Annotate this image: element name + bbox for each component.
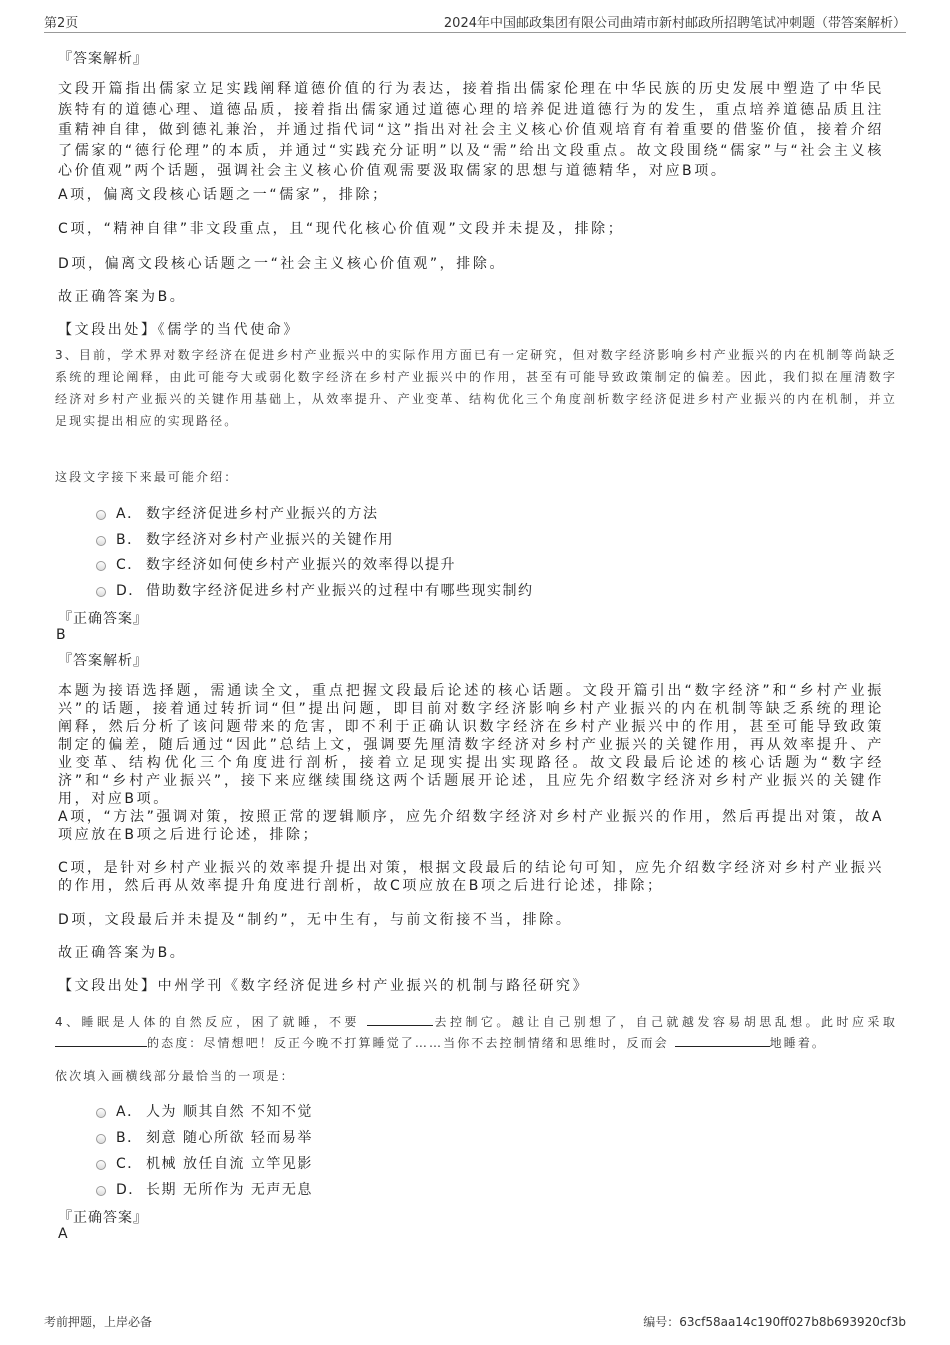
blank-1 xyxy=(367,1013,433,1026)
option-d[interactable]: D． 长期 无所作为 无声无息 xyxy=(96,1179,313,1199)
source: 【文段出处】中州学刊《数字经济促进乡村产业振兴的机制与路径研究》 xyxy=(58,978,590,994)
radio-icon[interactable] xyxy=(96,510,106,520)
option-d[interactable]: D． 借助数字经济促进乡村产业振兴的过程中有哪些现实制约 xyxy=(96,580,534,600)
option-d-note: D项，偏离文段核心话题之一“社会主义核心价值观”，排除。 xyxy=(58,256,507,272)
radio-icon[interactable] xyxy=(96,561,106,571)
question-4-stem: 4、睡眠是人体的自然反应，困了就睡，不要 去控制它。越让自己别想了，自己就越发容易胡思乱想。此时应采取 的态度：尽情想吧！反正今晚不打算睡觉了……当你不去控制情绪和思维时，反而会 地睡着。 xyxy=(55,1015,897,1050)
radio-icon[interactable] xyxy=(96,536,106,546)
question-3-stem: 3、目前，学术界对数字经济在促进乡村产业振兴中的实际作用方面已有一定研究，但对数字经济影响乡村产业振兴的内在机制等尚缺乏系统的理论阐释，由此可能夸大或弱化数字经济在乡村产业振兴中的作用，甚至有可能导致政策制定的偏差。因此，我们拟在厘清数字经济对乡村产业振兴的关键作用基础上，从效率提升、产业变革、结构优化三个角度剖析数字经济促进乡村产业振兴的内在机制，并立足现实提出相应的实现路径。 xyxy=(55,348,897,428)
blank-2 xyxy=(55,1034,147,1047)
radio-icon[interactable] xyxy=(96,1134,106,1144)
header-divider xyxy=(44,32,906,33)
correct-answer-label: 『正确答案』 xyxy=(58,1210,148,1226)
option-a[interactable]: A． 人为 顺其自然 不知不觉 xyxy=(96,1101,313,1121)
question-4-prompt: 依次填入画横线部分最恰当的一项是： xyxy=(55,1069,295,1083)
option-b[interactable]: B． 刻意 随心所欲 轻而易举 xyxy=(96,1127,313,1147)
radio-icon[interactable] xyxy=(96,587,106,597)
conclusion: 故正确答案为B。 xyxy=(58,289,187,305)
option-d-note: D项，文段最后并未提及“制约”，无中生有，与前文衔接不当，排除。 xyxy=(58,912,573,928)
document-id: 编号：63cf58aa14c190ff027b8b693920cf3b xyxy=(643,1315,906,1329)
radio-icon[interactable] xyxy=(96,1108,106,1118)
option-a-note: A项，偏离文段核心话题之一“儒家”，排除； xyxy=(58,187,389,203)
option-c[interactable]: C． 数字经济如何使乡村产业振兴的效率得以提升 xyxy=(96,554,456,574)
option-b[interactable]: B． 数字经济对乡村产业振兴的关键作用 xyxy=(96,529,394,549)
source: 【文段出处】《儒学的当代使命》 xyxy=(58,322,300,338)
option-a-note: A项，“方法”强调对策，按照正常的逻辑顺序，应先介绍数字经济对乡村产业振兴的作用，然后再提出对策，故A项应放在B项之后进行论述，排除； xyxy=(58,809,884,843)
correct-answer-label: 『正确答案』 xyxy=(58,611,148,627)
analysis-text: 文段开篇指出儒家立足实践阐释道德价值的行为表达，接着指出儒家伦理在中华民族的历史发展中塑造了中华民族特有的道德心理、道德品质，接着指出儒家通过道德心理的培养促进道德行为的发生，重点培养道德品质且注重精神自律，做到德礼兼治，并通过指代词“这”指出对社会主义核心价值观培育有着重要的借鉴价值，接着介绍了儒家的“德行伦理”的本质，并通过“实践充分证明”以及“需”给出文段重点。故文段围绕“儒家”与“社会主义核心价值观”两个话题，强调社会主义核心价值观需要汲取儒家的思想与道德精华，对应B项。 xyxy=(58,81,884,179)
correct-answer: A xyxy=(58,1226,69,1242)
analysis-text: 本题为接语选择题，需通读全文，重点把握文段最后论述的核心话题。文段开篇引出“数字经济”和“乡村产业振兴”的话题，接着通过转折词“但”提出问题，即目前对数字经济影响乡村产业振兴的内在机制等缺乏系统的理论阐释，然后分析了该问题带来的危害，即不利于正确认识数字经济在乡村产业振兴中的作用，甚至可能导致政策制定的偏差，随后通过“因此”总结上文，强调要先厘清数字经济对乡村产业振兴的关键作用，再从效率提升、产业变革、结构优化三个角度进行剖析，接着立足现实提出实现路径。故文段最后论述的核心话题为“数字经济”和“乡村产业振兴”，接下来应继续围绕这两个话题展开论述，且应先介绍数字经济对乡村产业振兴的关键作用，对应B项。 xyxy=(58,683,884,807)
radio-icon[interactable] xyxy=(96,1160,106,1170)
document-title: 2024年中国邮政集团有限公司曲靖市新村邮政所招聘笔试冲刺题（带答案解析） xyxy=(443,16,906,31)
option-c[interactable]: C． 机械 放任自流 立竿见影 xyxy=(96,1153,313,1173)
option-c-note: C项，“精神自律”非文段重点，且“现代化核心价值观”文段并未提及，排除； xyxy=(58,221,625,237)
radio-icon[interactable] xyxy=(96,1186,106,1196)
correct-answer: B xyxy=(56,627,67,643)
option-a[interactable]: A． 数字经济促进乡村产业振兴的方法 xyxy=(96,503,379,523)
footer-slogan: 考前押题，上岸必备 xyxy=(44,1315,153,1329)
analysis-label: 『答案解析』 xyxy=(58,51,148,67)
conclusion: 故正确答案为B。 xyxy=(58,945,187,961)
page-number: 第2页 xyxy=(44,16,79,31)
option-c-note: C项，是针对乡村产业振兴的效率提升提出对策，根据文段最后的结论句可知，应先介绍数字经济对乡村产业振兴的作用，然后再从效率提升角度进行剖析，故C项应放在B项之后进行论述，排除； xyxy=(58,860,884,894)
analysis-label: 『答案解析』 xyxy=(58,653,148,669)
blank-3 xyxy=(675,1034,770,1047)
question-3-prompt: 这段文字接下来最可能介绍： xyxy=(55,470,239,484)
